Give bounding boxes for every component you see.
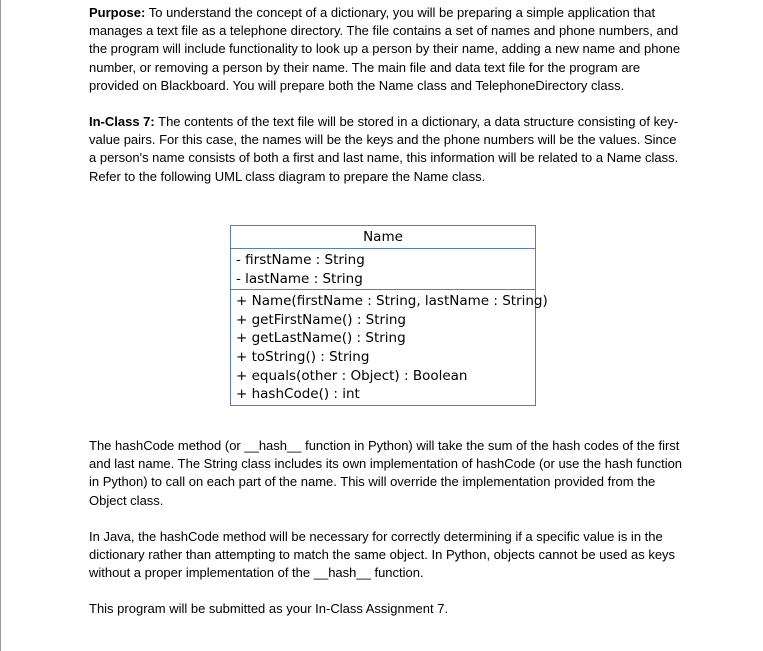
page-left-border: [0, 0, 1, 651]
java-paragraph: In Java, the hashCode method will be necessary for correctly determining if a specific value is in the dictionary rather than attempting to match the same object. In Python, objects cannot be used as keys without a proper implementation of the __hash__ function.: [89, 528, 676, 581]
uml-method: + getFirstName() : String: [236, 311, 406, 328]
inclass-label: In-Class 7:: [89, 114, 155, 130]
uml-attributes: [231, 249, 535, 289]
uml-attribute: - firstName : String: [236, 252, 365, 268]
uml-method: + toString() : String: [236, 348, 370, 365]
purpose-paragraph: [89, 4, 684, 95]
uml-class-name: Name: [231, 226, 535, 249]
purpose-label: Purpose:: [89, 5, 146, 20]
uml-method: + equals(other : Object) : Boolean: [236, 367, 468, 384]
uml-method: + getLastName() : String: [236, 330, 406, 347]
lower-text: [89, 437, 684, 619]
uml-method: + hashCode() : int: [236, 386, 360, 403]
submission-paragraph: This program will be submitted as your In-Class Assignment 7.: [89, 601, 449, 617]
upper-text: [89, 4, 684, 186]
purpose-text: To understand the concept of a dictionary, you will be preparing a simple application that manages a text file as a telephone directory. The file contains a set of names and phone numbers, and the program will include functionality to look up a person by their name, adding a new name and phone number, or removing a person by their name. The main file and data text file for the program are provided on Blackboard. You will prepare both the Name class and TelephoneDirectory class.: [89, 5, 681, 93]
uml-methods: [231, 289, 548, 405]
inclass-text: The contents of the text file will be stored in a dictionary, a data structure consisting of key-value pairs. For this case, the names will be the keys and the phone numbers will be the values. Since a person's name consists of both a first and last name, this information will be related to a Name class. Refer to the following UML class diagram to prepare the Name class.: [89, 114, 679, 184]
hashcode-paragraph: The hashCode method (or __hash__ function in Python) will take the sum of the hash codes of the first and last name. The String class includes its own implementation of hashCode (or use the hash function in Python) to call on each part of the name. This will override the implementation provided from the Object class.: [89, 438, 683, 508]
inclass-paragraph: [89, 113, 684, 186]
uml-method: + Name(firstName : String, lastName : String): [236, 293, 548, 310]
uml-attribute: - lastName : String: [236, 270, 363, 287]
uml-class-diagram: [230, 225, 548, 406]
